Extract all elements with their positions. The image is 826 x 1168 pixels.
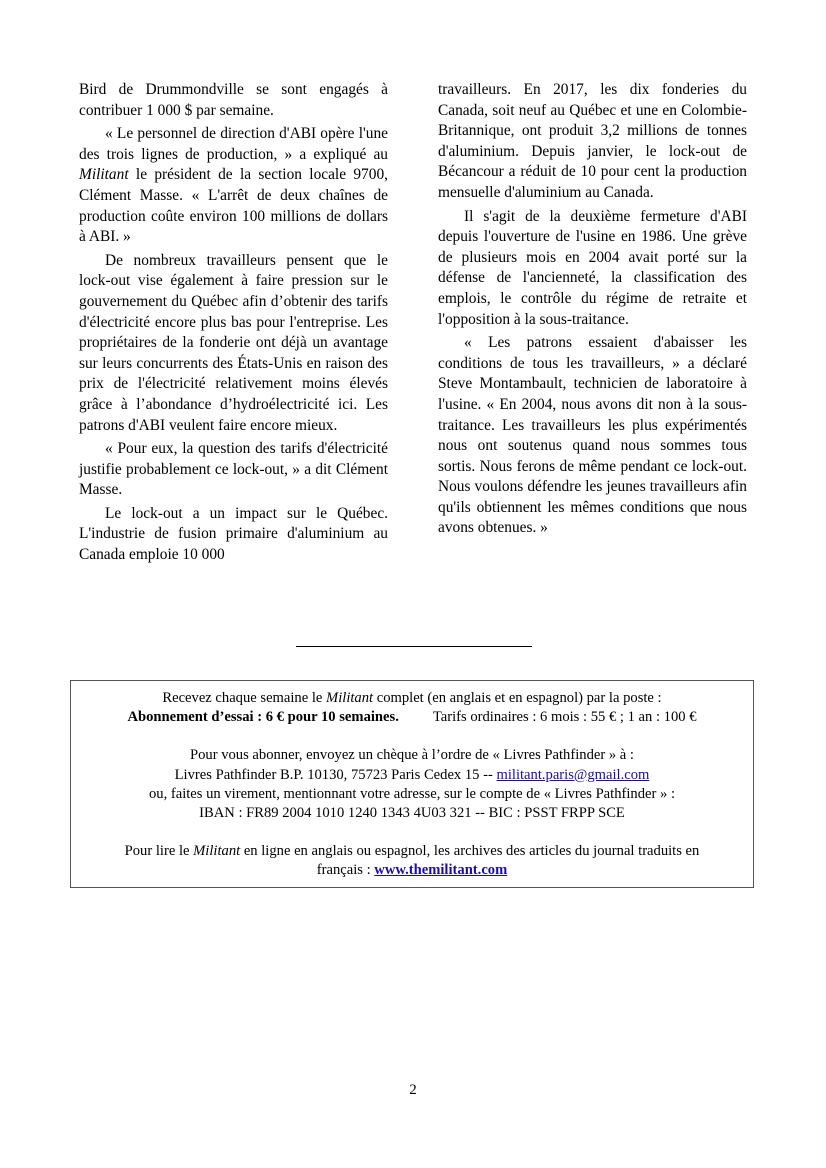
paragraph <box>79 504 388 566</box>
email-link[interactable]: militant.paris@gmail.com <box>496 766 650 783</box>
subscription-offer <box>71 708 753 727</box>
paragraph <box>438 80 747 204</box>
website-link[interactable]: www.themilitant.com <box>374 862 508 879</box>
text-run: « Le personnel de direction d'ABI opère l'une des trois lignes de production, » a expliqué au <box>79 125 388 163</box>
website-line: français : www.themilitant.com <box>316 862 508 879</box>
regular-rates: Tarifs ordinaires : 6 mois : 55 € ; 1 an : 100 € <box>432 709 697 726</box>
paragraph <box>438 207 747 331</box>
text-run: Il s'agit de la deuxième fermeture d'ABI depuis l'ouverture de l'usine en 1986. Une grève de plusieurs mois en 2004 avait porté sur la défense de l'ancienneté, la classification des emplois, le contrôle du régime de retraite et l'opposition à la sous-traitance. <box>438 207 747 328</box>
article-column-right <box>438 80 747 542</box>
section-divider <box>296 646 532 647</box>
text-run: travailleurs. En 2017, les dix fonderies du Canada, soit neuf au Québec et une en Colombie-Britannique, ont produit 3,2 millions de tonnes d'aluminium. Depuis janvier, le lock-out de Bécancour a réduit de 10 pour cent la production mensuelle d'aluminium au Canada. <box>438 81 747 201</box>
bank-details: IBAN : FR89 2004 1010 1240 1343 4U03 321 -- BIC : PSST FRPP SCE <box>199 805 625 822</box>
subscription-intro: Recevez chaque semaine le Militant complet (en anglais et en espagnol) par la poste : <box>162 690 662 706</box>
paragraph <box>79 80 388 121</box>
text-run: « Les patrons essaient d'abaisser les conditions de tous les travailleurs, » a déclaré Steve Montambault, technicien de laboratoire à l'usine. « En 2004, nous avons dit non à la sous-traitance. Les travailleurs les plus expérimentés nous ont soutenus quand nous sommes tous sortis. Nous ferons de même pendant ce lock-out. Nous voulons défendre les jeunes travailleurs afin qu'ils obtiennent les mêmes conditions que nous avons obtenues. » <box>438 334 747 537</box>
text-run: Bird de Drummondville se sont engagés à contribuer 1 000 $ par semaine. <box>79 81 388 119</box>
paragraph <box>79 439 388 501</box>
paragraph <box>438 333 747 539</box>
article-column-left <box>79 80 388 569</box>
online-reading-note: Pour lire le Militant en ligne en anglais ou espagnol, les archives des articles du journal traduits en <box>124 843 700 860</box>
text-run: De nombreux travailleurs pensent que le lock-out vise également à faire pression sur le gouvernement du Québec afin d’obtenir des tarifs d'électricité encore plus bas pour l'entreprise. Les propriétaires de la fonderie ont déjà un avantage sur leurs concurrents des États-Unis en raison des prix de l'électricité relativement moins élevés grâce à l’abondance d’hydroélectricité ici. Les patrons d'ABI veulent faire encore mieux. <box>79 251 388 434</box>
page-number: 2 <box>409 1082 417 1098</box>
subscribe-instructions: Pour vous abonner, envoyez un chèque à l’ordre de « Livres Pathfinder » à : <box>190 747 634 764</box>
trial-offer: Abonnement d’essai : 6 € pour 10 semaines. <box>127 709 399 726</box>
transfer-instructions: ou, faites un virement, mentionnant votre adresse, sur le compte de « Livres Pathfinder » : <box>148 785 676 802</box>
postal-address: Livres Pathfinder B.P. 10130, 75723 Paris Cedex 15 -- militant.paris@gmail.com <box>174 766 650 783</box>
paragraph <box>79 251 388 436</box>
text-run: Le lock-out a un impact sur le Québec. L'industrie de fusion primaire d'aluminium au Canada emploie 10 000 <box>79 504 388 564</box>
paragraph <box>79 124 388 248</box>
subscription-box <box>70 680 754 888</box>
publication-title: Militant <box>79 166 129 184</box>
militant-title: Militant <box>326 690 374 706</box>
text-run: le président de la section locale 9700, Clément Masse. « L'arrêt de deux chaînes de production coûte environ 100 millions de dollars à ABI. » <box>79 166 388 246</box>
text-run: « Pour eux, la question des tarifs d'électricité justifie probablement ce lock-out, » a dit Clément Masse. <box>79 440 388 499</box>
